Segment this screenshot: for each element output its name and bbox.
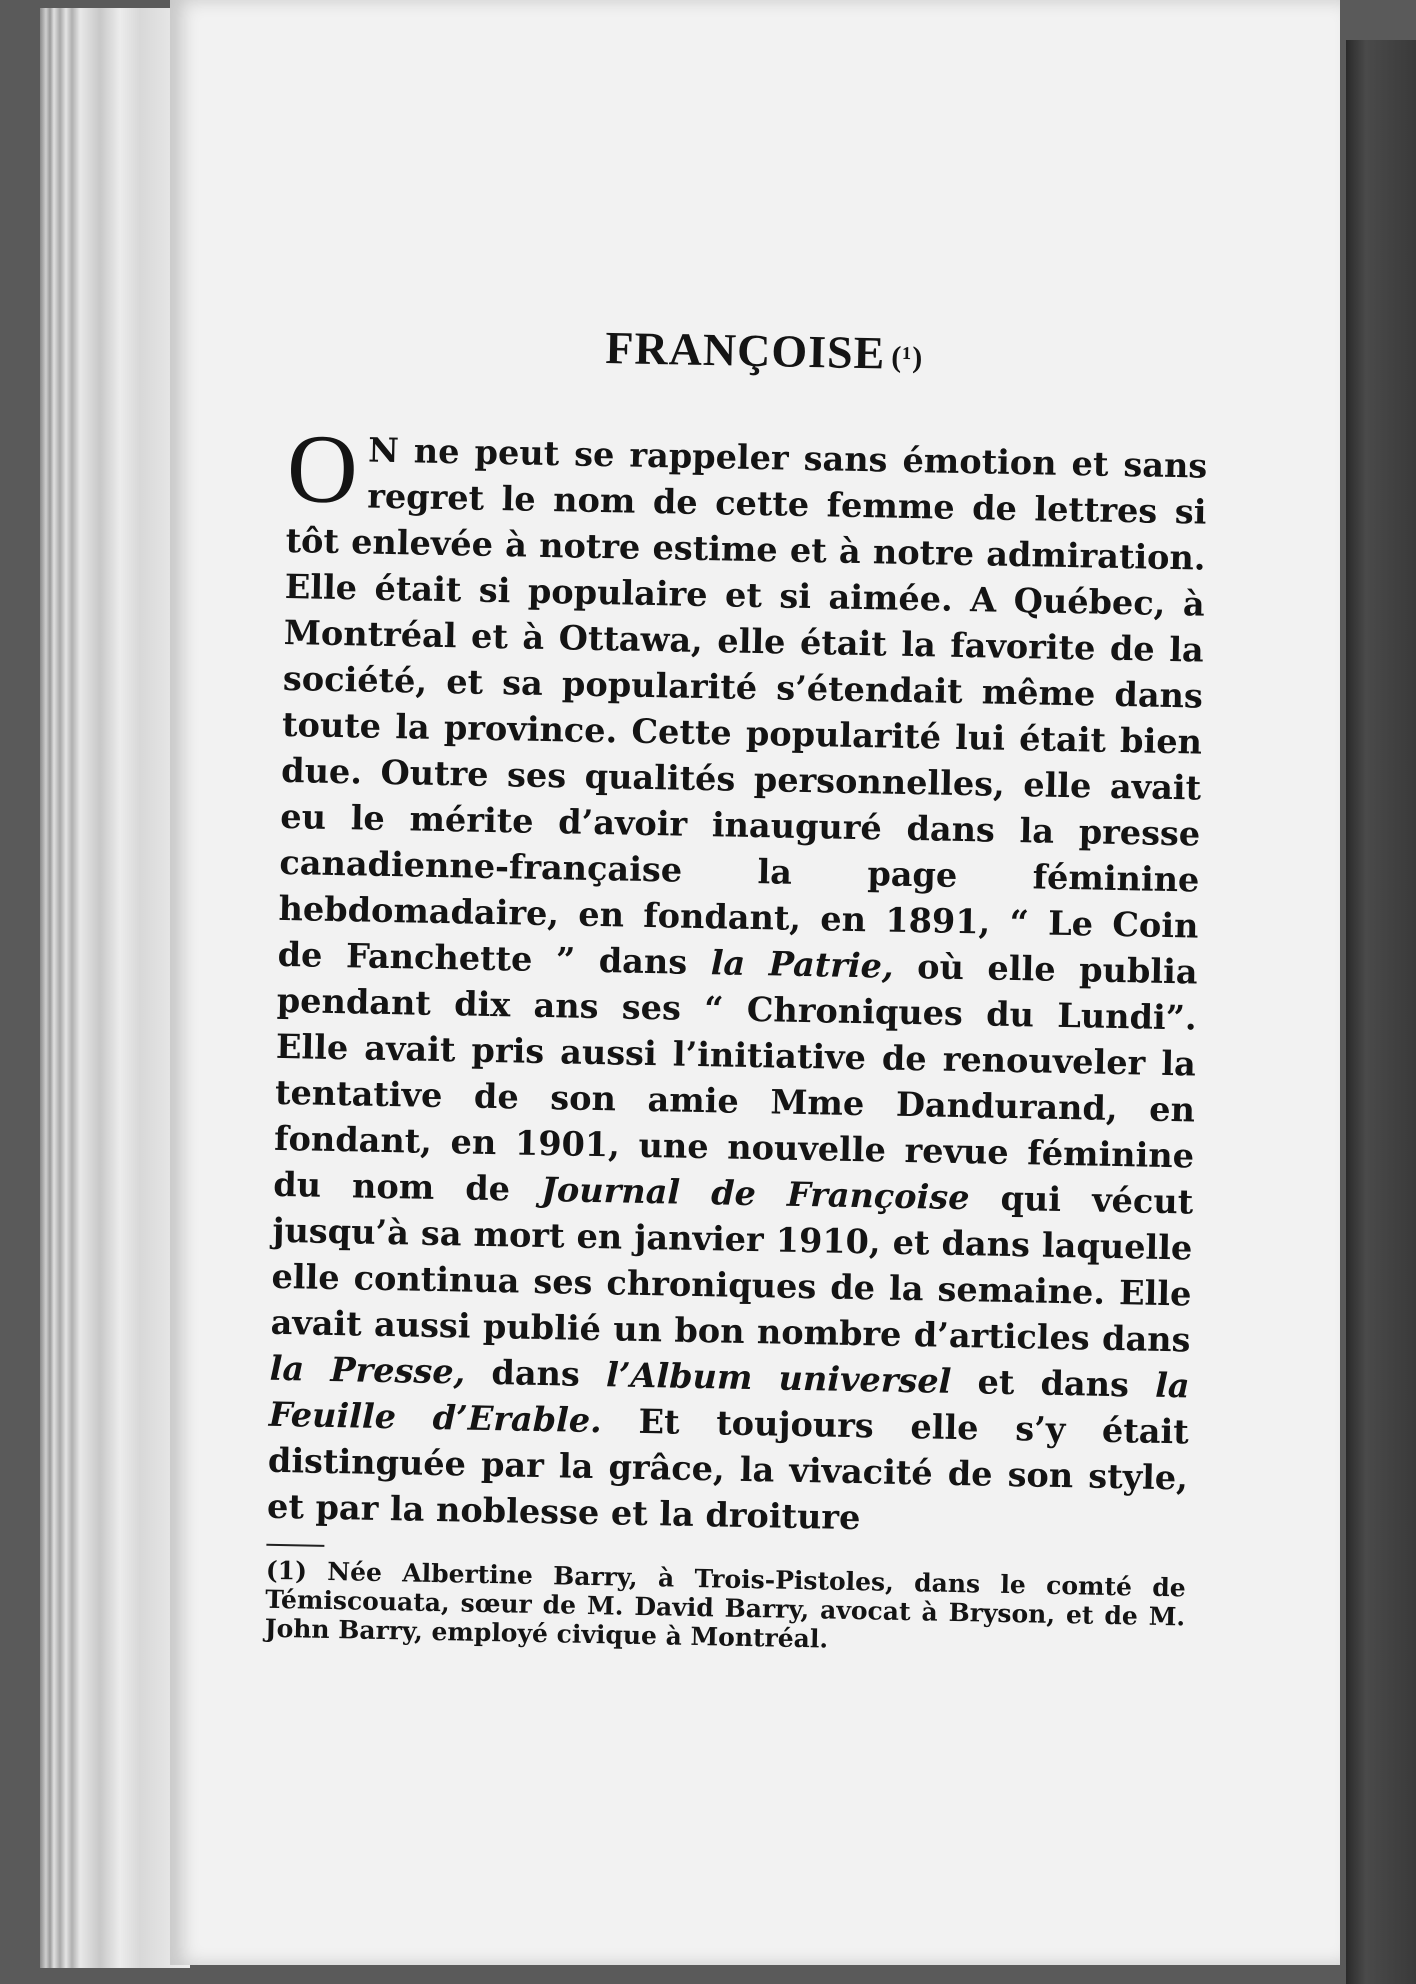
- text-segment-2: où elle publia pendant dix ans ses “ Chroniques du Lundi”. Elle avait pris aussi l’initiative de renouveler la tentative de son amie Mme Dandurand, en fondant, en 1901, une nouvelle revue féminine du nom de: [272, 946, 1198, 1209]
- book-page: [170, 0, 1340, 1965]
- book-cover-edge: [1346, 40, 1416, 1984]
- chapter-title: [289, 315, 1210, 386]
- italic-la-presse: la Presse,: [269, 1348, 466, 1392]
- drop-cap: O: [286, 414, 359, 525]
- footnote: (1) Née Albertine Barry, à Trois-Pistoles, dans le comté de Témiscouata, sœur de M. David Barry, avocat à Bryson, et de M. John Barry, employé civique à Montréal.: [264, 1555, 1187, 1654]
- text-segment-4: dans: [464, 1352, 607, 1395]
- italic-feuille-d-erable: la Feuille d’Erable.: [268, 1365, 1190, 1441]
- italic-la-patrie: la Patrie,: [710, 943, 894, 986]
- page-content: [265, 315, 1210, 1660]
- italic-journal-de-francoise: Journal de Françoise: [540, 1169, 970, 1218]
- text-segment-5: et dans: [950, 1361, 1156, 1405]
- footnote-marker: (¹): [890, 340, 924, 375]
- chapter-title-text: FRANÇOISE: [604, 322, 886, 379]
- body-paragraph: [266, 414, 1208, 1547]
- text-segment-1: N ne peut se rappeler sans émotion et sans regret le nom de cette femme de lettres si tôt enlevée à notre estime et à notre admiration. Elle était si populaire et si aimée. A Québec, à Montréal et à Ottawa, elle était la favorite de la société, et sa popularité s’étendait même dans toute la province. Cette popularité lui était bien due. Outre ses qualités personnelles, elle avait eu le mérite d’avoir inauguré dans la presse canadienne-française la page féminine hebdomadaire, en fondant, en 1891, “ Le Coin de Fanchette ” dans: [277, 430, 1208, 983]
- page-edges: [40, 8, 190, 1968]
- footnote-rule: [266, 1544, 324, 1547]
- italic-album-universel: l’Album universel: [605, 1355, 952, 1401]
- text-segment-3: qui vécut jusqu’à sa mort en janvier 1910, et dans laquelle elle continua ses chroniques de la semaine. Elle avait aussi publié un bon nombre d’articles dans: [270, 1178, 1194, 1360]
- text-segment-6: Et toujours elle s’y était distinguée par la grâce, la vivacité de son style, et par la noblesse et la droiture: [266, 1401, 1190, 1538]
